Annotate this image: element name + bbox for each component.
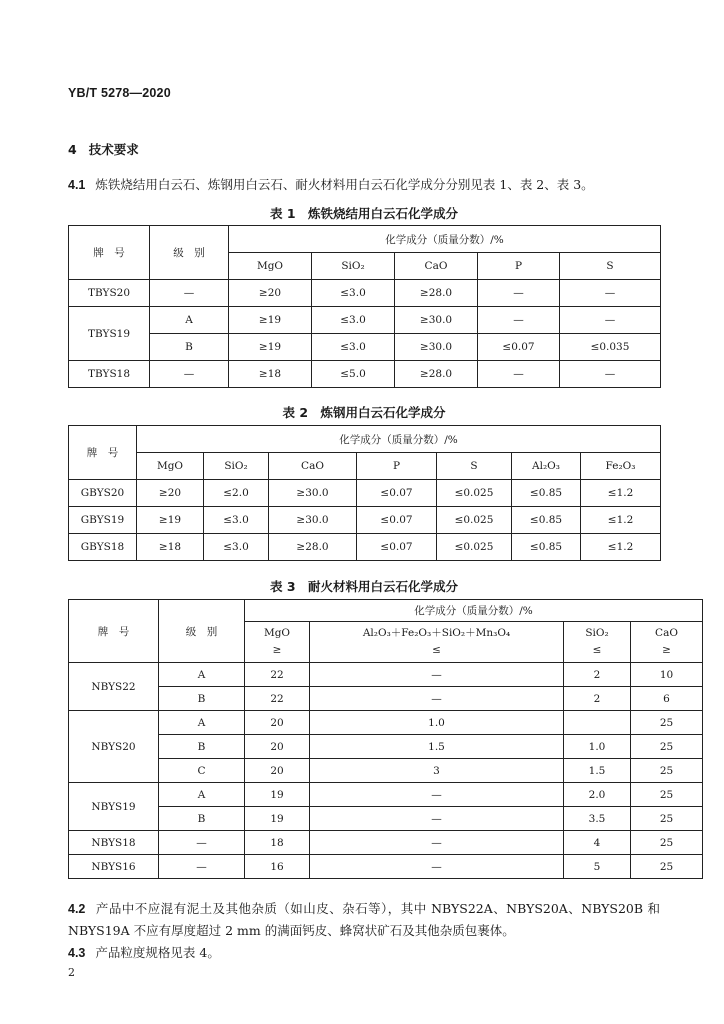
cell-value: 25 xyxy=(631,759,703,783)
cell-value: ≥20 xyxy=(137,480,204,507)
cell-value: ≤0.07 xyxy=(478,334,560,361)
cell-value: ≤3.0 xyxy=(312,280,395,307)
clause-number: 4.2 xyxy=(68,902,86,916)
header-col: S xyxy=(437,453,512,480)
cell-grade: A xyxy=(150,307,229,334)
table-row xyxy=(69,507,661,534)
header-grade: 级 别 xyxy=(150,226,229,280)
table-2-caption: 表 2 炼钢用白云石化学成分 xyxy=(282,405,446,420)
cell-value: ≤0.07 xyxy=(357,534,437,561)
cell-value: 2 xyxy=(564,663,631,687)
standard-code: YB/T 5278—2020 xyxy=(68,86,171,100)
header-brand: 牌 号 xyxy=(69,426,137,480)
cell-value: ≤0.025 xyxy=(437,480,512,507)
cell-value: — xyxy=(478,280,560,307)
cell-value: ≤1.2 xyxy=(581,507,661,534)
cell-brand: GBYS18 xyxy=(69,534,137,561)
cell-value: — xyxy=(560,280,661,307)
cell-value: ≤5.0 xyxy=(312,361,395,388)
section-heading xyxy=(68,140,139,158)
cell-value: ≥19 xyxy=(137,507,204,534)
cell-value: ≤0.85 xyxy=(512,534,581,561)
cell-value: 18 xyxy=(245,831,310,855)
cell-value: 5 xyxy=(564,855,631,879)
page-number: 2 xyxy=(68,966,75,979)
cell-value: 20 xyxy=(245,759,310,783)
table-header-row xyxy=(69,453,661,480)
cell-value: ≤0.85 xyxy=(512,507,581,534)
cell-value: ≥28.0 xyxy=(269,534,357,561)
cell-value: ≥28.0 xyxy=(395,280,478,307)
cell-value: — xyxy=(560,307,661,334)
cell-value: 20 xyxy=(245,711,310,735)
section-title: 技术要求 xyxy=(88,142,139,157)
table-row xyxy=(69,663,703,687)
cell-grade: — xyxy=(150,361,229,388)
header-col: Al₂O₃ xyxy=(512,453,581,480)
cell-grade: — xyxy=(159,855,245,879)
header-composition: 化学成分（质量分数）/% xyxy=(245,600,703,622)
cell-value: ≤0.025 xyxy=(437,507,512,534)
cell-value: ≥18 xyxy=(137,534,204,561)
clause-text: 炼铁烧结用白云石、炼钢用白云石、耐火材料用白云石化学成分分别见表 1、表 2、表 3。 xyxy=(95,177,594,192)
clause-text: 产品粒度规格见表 4。 xyxy=(95,945,220,960)
cell-value: 2.0 xyxy=(564,783,631,807)
cell-brand: GBYS19 xyxy=(69,507,137,534)
clause-4-2 xyxy=(68,898,660,941)
clause-number: 4.1 xyxy=(68,178,86,192)
cell-value: 25 xyxy=(631,711,703,735)
cell-grade: B xyxy=(159,807,245,831)
cell-value: 3.5 xyxy=(564,807,631,831)
table-row xyxy=(69,280,661,307)
header-col: SiO₂ xyxy=(312,253,395,280)
header-col-name: SiO₂ xyxy=(585,627,609,639)
section-number: 4 xyxy=(68,142,77,157)
cell-value: 16 xyxy=(245,855,310,879)
header-col: MgO xyxy=(229,253,312,280)
cell-value: — xyxy=(310,663,564,687)
cell-value: — xyxy=(310,855,564,879)
header-col-sign: ≤ xyxy=(432,644,441,656)
cell-value: 6 xyxy=(631,687,703,711)
cell-value: — xyxy=(310,783,564,807)
cell-brand: NBYS16 xyxy=(69,855,159,879)
table-header-row xyxy=(69,226,661,253)
table-row xyxy=(69,759,703,783)
header-col: CaO xyxy=(395,253,478,280)
cell-grade: — xyxy=(150,280,229,307)
cell-value: ≥20 xyxy=(229,280,312,307)
cell-value: — xyxy=(310,807,564,831)
cell-value: — xyxy=(310,831,564,855)
header-col-sign: ≤ xyxy=(592,644,602,656)
cell-value: ≥19 xyxy=(229,307,312,334)
cell-value: 1.0 xyxy=(310,711,564,735)
cell-value: ≤2.0 xyxy=(204,480,269,507)
cell-value: ≤3.0 xyxy=(204,534,269,561)
cell-value: 19 xyxy=(245,783,310,807)
cell-brand: NBYS22 xyxy=(69,663,159,711)
cell-value: 1.0 xyxy=(564,735,631,759)
cell-value: — xyxy=(478,307,560,334)
header-col-name: Al₂O₃＋Fe₂O₃＋SiO₂＋Mn₃O₄ xyxy=(362,627,511,639)
table-row xyxy=(69,807,703,831)
cell-value: 1.5 xyxy=(564,759,631,783)
cell-value: 22 xyxy=(245,663,310,687)
cell-brand: NBYS19 xyxy=(69,783,159,831)
cell-value: 1.5 xyxy=(310,735,564,759)
cell-value: 25 xyxy=(631,735,703,759)
cell-value: ≥30.0 xyxy=(395,307,478,334)
header-composition: 化学成分（质量分数）/% xyxy=(137,426,661,453)
cell-value: — xyxy=(560,361,661,388)
header-col: S xyxy=(560,253,661,280)
cell-value: — xyxy=(478,361,560,388)
cell-value: 10 xyxy=(631,663,703,687)
cell-grade: A xyxy=(159,711,245,735)
clause-4-3 xyxy=(68,942,660,964)
table-row xyxy=(69,334,661,361)
clause-number: 4.3 xyxy=(68,946,86,960)
table-1 xyxy=(68,225,661,388)
header-col-name: CaO xyxy=(655,627,678,639)
table-row xyxy=(69,783,703,807)
header-col: P xyxy=(478,253,560,280)
table-header-row xyxy=(69,600,703,622)
cell-brand: NBYS20 xyxy=(69,711,159,783)
cell-brand: GBYS20 xyxy=(69,480,137,507)
header-col xyxy=(310,622,564,663)
cell-grade: B xyxy=(159,735,245,759)
header-composition: 化学成分（质量分数）/% xyxy=(229,226,661,253)
header-col xyxy=(245,622,310,663)
table-3-caption: 表 3 耐火材料用白云石化学成分 xyxy=(269,579,459,594)
cell-value: ≤3.0 xyxy=(312,307,395,334)
clause-text: 产品中不应混有泥土及其他杂质（如山皮、杂石等），其中 NBYS22A、NBYS20A、NBYS20B 和 NBYS19A 不应有厚度超过 2 mm 的满面钙皮、蜂窝状矿石及其他杂质包裹体。 xyxy=(68,901,660,938)
cell-brand: TBYS19 xyxy=(69,307,150,361)
cell-value: ≤1.2 xyxy=(581,534,661,561)
table-header-row xyxy=(69,426,661,453)
header-brand: 牌 号 xyxy=(69,600,159,663)
table-row xyxy=(69,687,703,711)
cell-value: ≥28.0 xyxy=(395,361,478,388)
header-grade: 级 别 xyxy=(159,600,245,663)
header-col-name: MgO xyxy=(263,627,291,639)
cell-grade: A xyxy=(159,663,245,687)
header-col: Fe₂O₃ xyxy=(581,453,661,480)
cell-brand: TBYS20 xyxy=(69,280,150,307)
header-brand: 牌 号 xyxy=(69,226,150,280)
table-row xyxy=(69,361,661,388)
cell-value: ≤0.85 xyxy=(512,480,581,507)
table-row xyxy=(69,735,703,759)
cell-value xyxy=(564,711,631,735)
table-row xyxy=(69,855,703,879)
cell-grade: — xyxy=(159,831,245,855)
table-row xyxy=(69,711,703,735)
cell-grade: B xyxy=(159,687,245,711)
table-3 xyxy=(68,599,703,879)
cell-value: ≤0.025 xyxy=(437,534,512,561)
cell-grade: A xyxy=(159,783,245,807)
cell-value: 25 xyxy=(631,807,703,831)
cell-value: ≤0.07 xyxy=(357,507,437,534)
cell-value: ≥30.0 xyxy=(269,480,357,507)
table-row xyxy=(69,534,661,561)
cell-value: 2 xyxy=(564,687,631,711)
cell-value: 4 xyxy=(564,831,631,855)
cell-value: ≤1.2 xyxy=(581,480,661,507)
cell-value: 19 xyxy=(245,807,310,831)
table-row xyxy=(69,831,703,855)
cell-value: ≥19 xyxy=(229,334,312,361)
header-col: P xyxy=(357,453,437,480)
cell-brand: NBYS18 xyxy=(69,831,159,855)
cell-value: ≤0.07 xyxy=(357,480,437,507)
cell-value: 25 xyxy=(631,783,703,807)
clause-4-1 xyxy=(68,174,660,196)
cell-value: ≤0.035 xyxy=(560,334,661,361)
cell-value: 25 xyxy=(631,831,703,855)
cell-value: 20 xyxy=(245,735,310,759)
cell-value: ≥30.0 xyxy=(395,334,478,361)
header-col xyxy=(631,622,703,663)
table-2 xyxy=(68,425,661,561)
header-col: MgO xyxy=(137,453,204,480)
table-1-caption: 表 1 炼铁烧结用白云石化学成分 xyxy=(269,206,459,221)
cell-brand: TBYS18 xyxy=(69,361,150,388)
header-col: SiO₂ xyxy=(204,453,269,480)
header-col xyxy=(564,622,631,663)
cell-grade: C xyxy=(159,759,245,783)
cell-value: 25 xyxy=(631,855,703,879)
cell-value: 22 xyxy=(245,687,310,711)
header-col-sign: ≥ xyxy=(272,644,282,656)
cell-grade: B xyxy=(150,334,229,361)
table-row xyxy=(69,480,661,507)
cell-value: ≥30.0 xyxy=(269,507,357,534)
cell-value: — xyxy=(310,687,564,711)
header-col-sign: ≥ xyxy=(662,644,671,656)
cell-value: ≥18 xyxy=(229,361,312,388)
header-col: CaO xyxy=(269,453,357,480)
table-row xyxy=(69,307,661,334)
cell-value: 3 xyxy=(310,759,564,783)
cell-value: ≤3.0 xyxy=(312,334,395,361)
cell-value: ≤3.0 xyxy=(204,507,269,534)
